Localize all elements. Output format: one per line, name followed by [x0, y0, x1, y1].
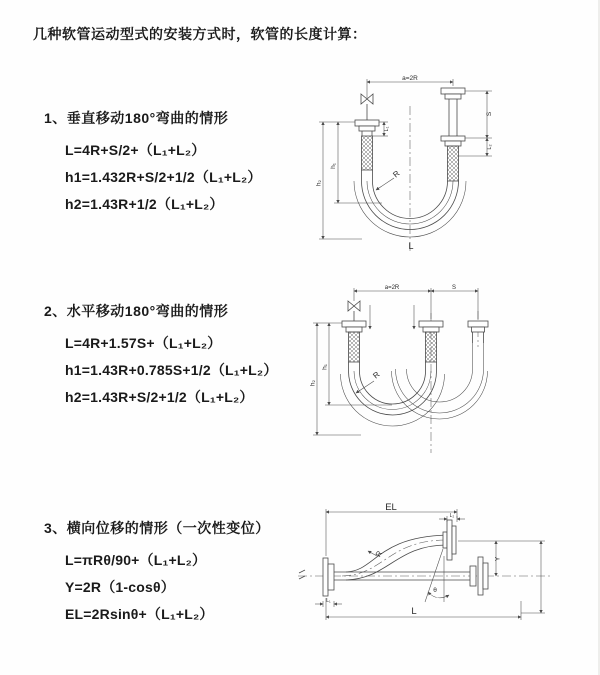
dim-label-y: Y: [494, 556, 502, 562]
page-title: 几种软管运动型式的安装方式时，软管的长度计算：: [33, 26, 367, 42]
section-horizontal-movement: [44, 301, 278, 411]
dim-label-h2: h₂: [309, 379, 317, 387]
formula-h2: h2=1.43R+1/2（L₁+L₂）: [65, 196, 224, 212]
dim-label-l: L: [411, 606, 417, 617]
dimension-lines: [313, 288, 478, 435]
right-pipe-flange: [441, 88, 465, 181]
formula-h1: h1=1.432R+S/2+1/2（L₁+L₂）: [65, 169, 262, 185]
left-flange: [323, 558, 334, 596]
hose-displaced-position: [342, 535, 447, 580]
section-3-heading: 3、横向位移的情形（一次性变位）: [44, 520, 270, 536]
diagram-lateral-displacement: [296, 501, 558, 639]
braided-hose-section: [349, 332, 360, 362]
section-2-heading: 2、水平移动180°弯曲的情形: [44, 303, 229, 319]
formula-length: L=4R+S/2+（L₁+L₂）: [65, 142, 206, 158]
section-1-heading: 1、垂直移动180°弯曲的情形: [44, 110, 229, 126]
braided-hose-section: [362, 136, 373, 170]
dim-label-s: S: [451, 285, 457, 291]
dim-label-h1: h₁: [330, 163, 337, 169]
angle-label: θ: [433, 587, 437, 594]
upper-flange-displaced: [443, 520, 456, 560]
left-pipe-flange: [342, 321, 366, 362]
angle-construction: [425, 549, 449, 602]
dim-label-a2r: a=2R: [402, 75, 418, 82]
hose-u-bend-position-1: [341, 362, 445, 426]
valve-icon: [348, 301, 360, 321]
radius-label: R: [371, 369, 382, 381]
dim-label-el: EL: [385, 502, 397, 513]
radius-label: R: [391, 168, 402, 180]
right-flange-displaced: [468, 321, 488, 343]
left-pipe-flange: [355, 120, 379, 170]
braided-hose-section: [448, 146, 459, 181]
braided-hose-section: [426, 332, 437, 362]
section-vertical-movement: [44, 108, 262, 218]
formula-el: EL=2Rsinθ+（L₁+L₂）: [65, 606, 214, 622]
dim-label-l2: L₂: [487, 144, 493, 150]
middle-pipe-flange: [419, 321, 443, 362]
dim-label-h1: h₁: [321, 364, 329, 370]
dim-label-l1: L₁: [384, 126, 390, 132]
dim-label-a2r: a=2R: [384, 285, 400, 291]
diagram-vertical-180-bend: [310, 68, 530, 262]
formula-h2: h2=1.43R+S/2+1/2（L₁+L₂）: [65, 389, 254, 405]
dimension-lines: [315, 509, 545, 620]
diagram-horizontal-180-bend: [306, 281, 541, 459]
right-flange-original: [470, 557, 488, 595]
hose-u-bend-position-2: [392, 343, 488, 419]
dim-label-l2: L₂: [449, 513, 455, 519]
section-lateral-displacement: [44, 518, 270, 628]
dimension-lines: [319, 79, 492, 239]
formula-length: L=πRθ/90+（L₁+L₂）: [65, 552, 207, 568]
dim-label-h2: h₂: [315, 179, 323, 187]
formula-y: Y=2R（1-cosθ）: [65, 579, 175, 595]
radius-label: R: [373, 549, 385, 559]
dim-label-l1: L₁: [326, 598, 331, 604]
length-label: L: [408, 241, 414, 251]
formula-length: L=4R+1.57S+（L₁+L₂）: [65, 335, 222, 351]
pipe-break-mark: [299, 570, 305, 579]
formula-h1: h1=1.43R+0.785S+1/2（L₁+L₂）: [65, 362, 278, 378]
dim-label-s: S: [486, 111, 493, 117]
